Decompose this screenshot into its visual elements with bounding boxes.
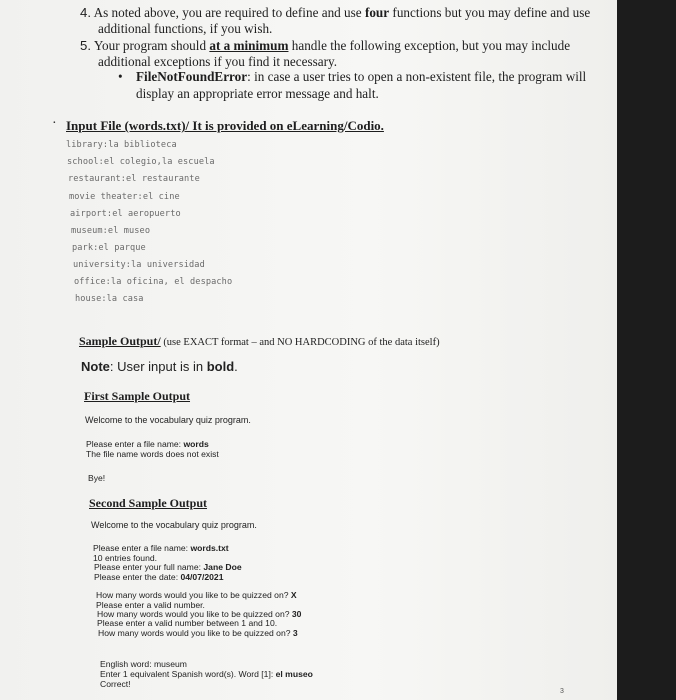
req5-bullet-text: : in case a user tries to open a non-existent file, the program will: [247, 69, 587, 84]
dark-background-edge: [617, 0, 676, 700]
list-marker: ·: [52, 116, 57, 131]
sample-heading-note: (use EXACT format – and NO HARDCODING of the data itself): [160, 337, 440, 348]
req5-line2: additional exceptions if you find it necessary.: [98, 54, 338, 69]
second-welcome: Welcome to the vocabulary quiz program.: [91, 520, 257, 530]
sample-output-heading: [79, 334, 440, 349]
enter-prompt-input: el museo: [275, 669, 313, 679]
second-file-prompt: [93, 543, 229, 553]
file-line: park:el parque: [72, 243, 146, 253]
first-prompt: [86, 439, 209, 449]
note-rest: : User input is in: [109, 359, 207, 374]
q2-input: 30: [291, 609, 302, 619]
file-line: office:la oficina, el despacho: [74, 277, 233, 287]
second-q3: [98, 628, 298, 638]
first-prompt-input: words: [183, 439, 209, 449]
req4-bold: four: [364, 5, 390, 20]
file-line: movie theater:el cine: [69, 192, 180, 202]
q1-text: How many words would you like to be quizzed on?: [96, 590, 291, 600]
req5-text-a: Your program should: [93, 38, 210, 53]
q2-text: How many words would you like to be quizzed on?: [97, 609, 292, 619]
note-label: Note: [81, 359, 110, 374]
q3-input: 3: [292, 628, 298, 638]
name-prompt-input: Jane Doe: [203, 562, 242, 572]
req4-number: 4.: [80, 5, 91, 20]
note-bold: bold: [206, 359, 235, 374]
req5-text-b: handle the following exception, but you may include: [288, 38, 571, 53]
note-end: .: [234, 359, 238, 374]
first-bye: Bye!: [88, 473, 106, 483]
requirement-5: [80, 38, 570, 53]
second-entries: 10 entries found.: [93, 553, 158, 563]
file-line: airport:el aeropuerto: [70, 209, 181, 219]
second-correct: Correct!: [100, 679, 131, 689]
q1-input: X: [290, 590, 297, 600]
file-line: university:la universidad: [73, 260, 205, 270]
req4-text-b: functions but you may define and use: [389, 5, 591, 20]
date-prompt-text: Please enter the date:: [94, 572, 181, 582]
second-date-prompt: [94, 572, 224, 582]
req5-bullet-bold: FileNotFoundError: [136, 69, 248, 84]
second-english-word: English word: museum: [100, 659, 187, 669]
date-prompt-input: 04/07/2021: [180, 572, 224, 582]
second-sample-heading: Second Sample Output: [89, 496, 208, 510]
file-line: restaurant:el restaurante: [68, 174, 200, 184]
input-file-heading: Input File (words.txt)/ It is provided on eLearning/Codio.: [66, 118, 384, 133]
file-line: school:el colegio,la escuela: [67, 157, 215, 167]
file-line: house:la casa: [75, 294, 144, 304]
second-q1: [96, 590, 297, 600]
note-line: [81, 359, 238, 374]
file-prompt-input: words.txt: [190, 543, 229, 553]
second-v2: Please enter a valid number between 1 and 10.: [97, 618, 278, 628]
file-line: library:la biblioteca: [66, 140, 177, 150]
file-line: museum:el museo: [71, 226, 151, 236]
req4-line2: additional functions, if you wish.: [98, 21, 273, 36]
requirement-4: [80, 5, 590, 20]
first-prompt-text: Please enter a file name:: [86, 439, 184, 449]
page-number: 3: [560, 688, 564, 695]
req5-number: 5.: [80, 38, 91, 53]
req5-bullet-line2: display an appropriate error message and halt.: [136, 86, 379, 101]
req4-text-a: As noted above, you are required to define and use: [93, 5, 365, 20]
q3-text: How many words would you like to be quizzed on?: [98, 628, 293, 638]
second-name-prompt: [94, 562, 242, 572]
bullet-icon: •: [118, 69, 123, 84]
sample-heading-text: Sample Output/: [79, 334, 161, 348]
file-prompt-text: Please enter a file name:: [93, 543, 191, 553]
name-prompt-text: Please enter your full name:: [94, 562, 204, 572]
second-enter-prompt: [100, 669, 313, 679]
req5-bullet: [118, 69, 586, 84]
req5-bold-underlined: at a minimum: [209, 38, 289, 53]
first-sample-heading: First Sample Output: [84, 389, 191, 403]
second-v1: Please enter a valid number.: [96, 600, 205, 610]
first-welcome: Welcome to the vocabulary quiz program.: [85, 415, 251, 425]
first-error: The file name words does not exist: [86, 449, 219, 459]
enter-prompt-text: Enter 1 equivalent Spanish word(s). Word [1]:: [100, 669, 276, 679]
